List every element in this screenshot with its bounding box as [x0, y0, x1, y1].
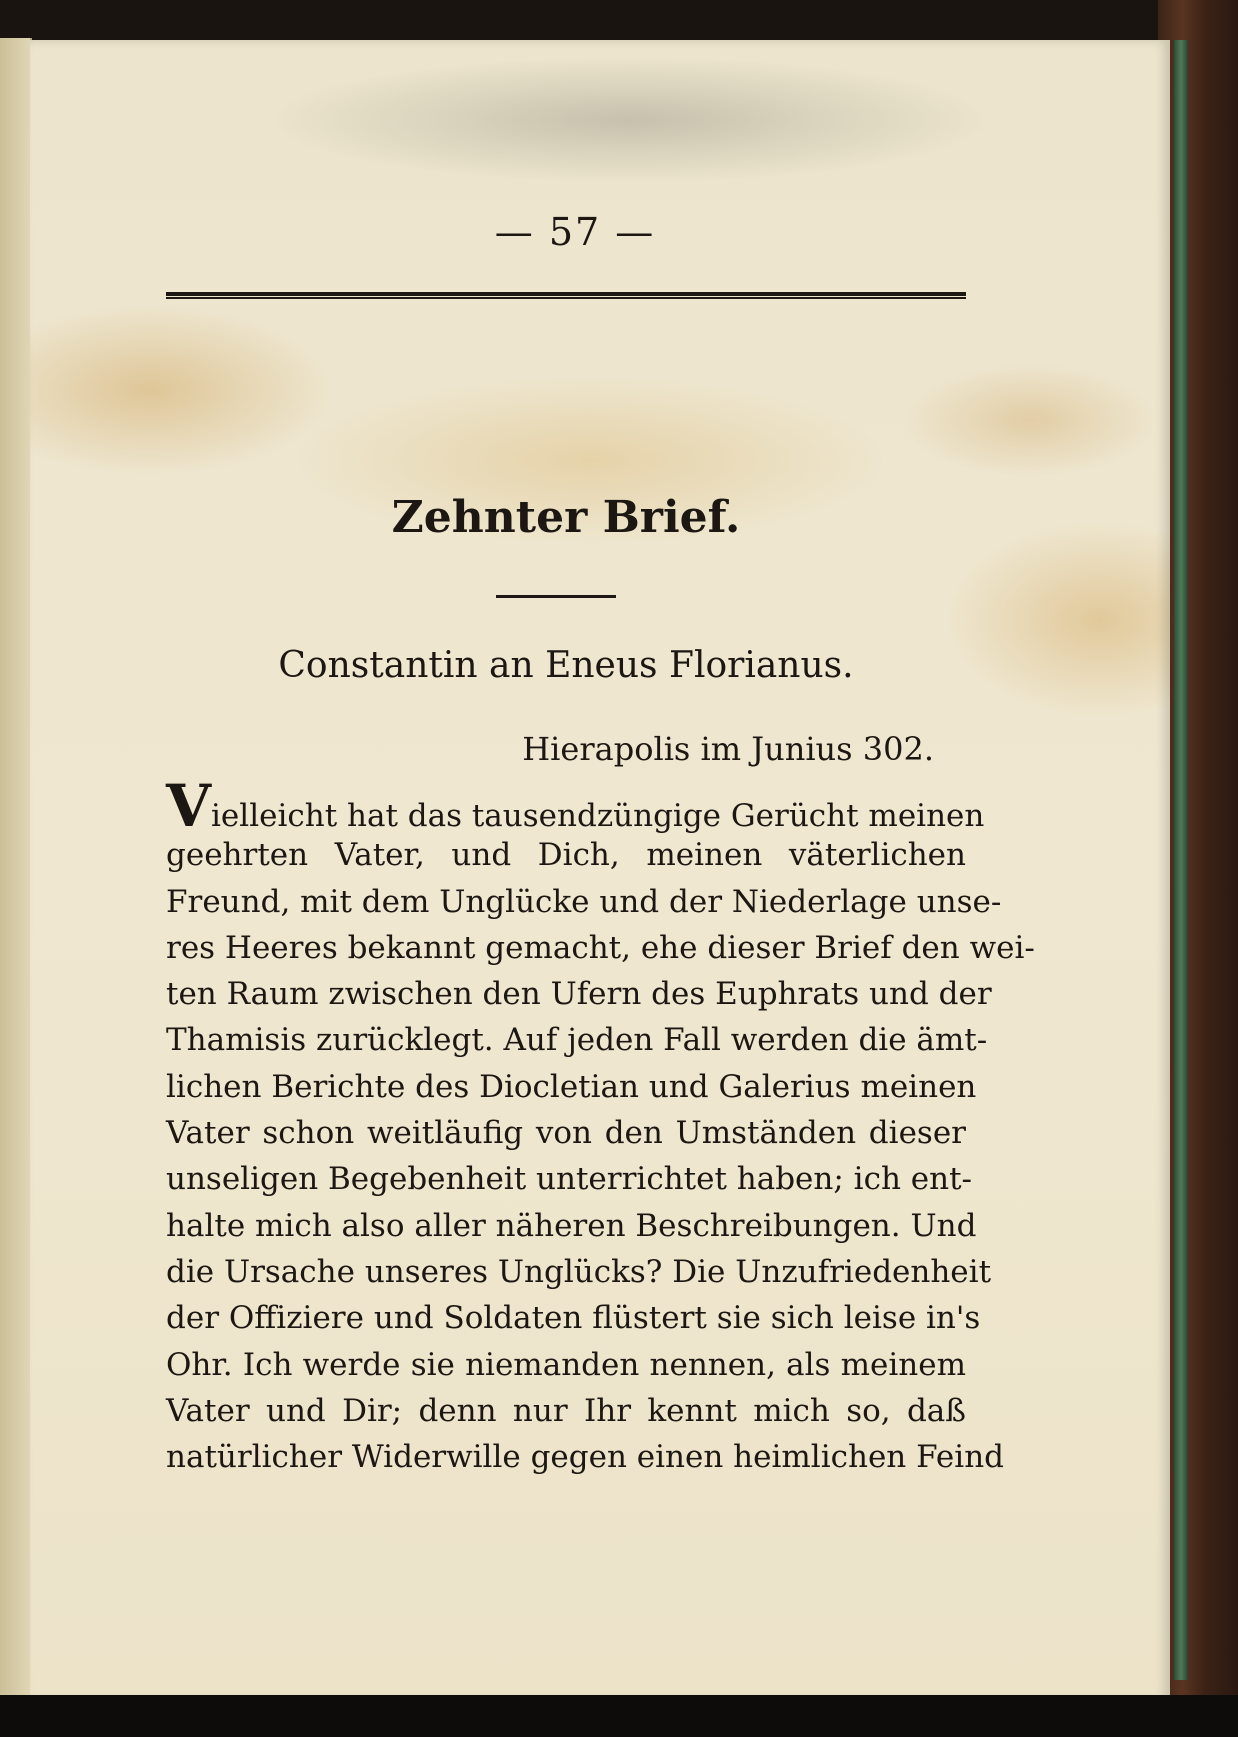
book-cover-edge [1158, 0, 1238, 1737]
text-line: Thamisis zurücklegt. Auf jeden Fall werden die ämt- [166, 1022, 988, 1059]
text-line: Vater schon weitläufig von den Umständen dieser [166, 1115, 966, 1152]
text-line: geehrten Vater, und Dich, meinen väterlichen [166, 837, 966, 874]
title-divider [496, 595, 616, 598]
book-page [30, 40, 1170, 1700]
facing-page-edge [0, 38, 32, 1698]
text-line: unseligen Begebenheit unterrichtet haben; ich ent- [166, 1161, 972, 1198]
place-date: Hierapolis im Junius 302. [522, 730, 934, 768]
letter-body [166, 772, 1035, 1480]
text-line: ten Raum zwischen den Ufern des Euphrats und der [166, 976, 992, 1013]
drop-cap: V [166, 772, 212, 840]
text-line: Freund, mit dem Unglücke und der Niederlage unse- [166, 883, 1002, 920]
text-line: res Heeres bekannt gemacht, ehe dieser Brief den wei- [166, 929, 1035, 966]
header-rule [166, 292, 966, 299]
chapter-title: Zehnter Brief. [391, 492, 741, 543]
page-number: — 57 — [494, 210, 656, 254]
text-line-first [166, 772, 985, 840]
first-line-rest: ielleicht hat das tausendzüngige Gerücht meinen [211, 798, 985, 834]
text-line: lichen Berichte des Diocletian und Galerius meinen [166, 1068, 977, 1105]
bottom-shadow [0, 1695, 1238, 1737]
text-line: der Offiziere und Soldaten flüstert sie sich leise in's [166, 1300, 981, 1337]
text-line: natürlicher Widerwille gegen einen heimlichen Feind [166, 1439, 1004, 1476]
text-line: Ohr. Ich werde sie niemanden nennen, als meinem [166, 1346, 966, 1383]
page-edge [1174, 40, 1188, 1680]
text-line: halte mich also aller näheren Beschreibungen. Und [166, 1207, 977, 1244]
text-line: Vater und Dir; denn nur Ihr kennt mich so, daß [166, 1392, 966, 1429]
letter-heading: Constantin an Eneus Florianus. [278, 645, 854, 686]
text-line: die Ursache unseres Unglücks? Die Unzufriedenheit [166, 1253, 992, 1290]
